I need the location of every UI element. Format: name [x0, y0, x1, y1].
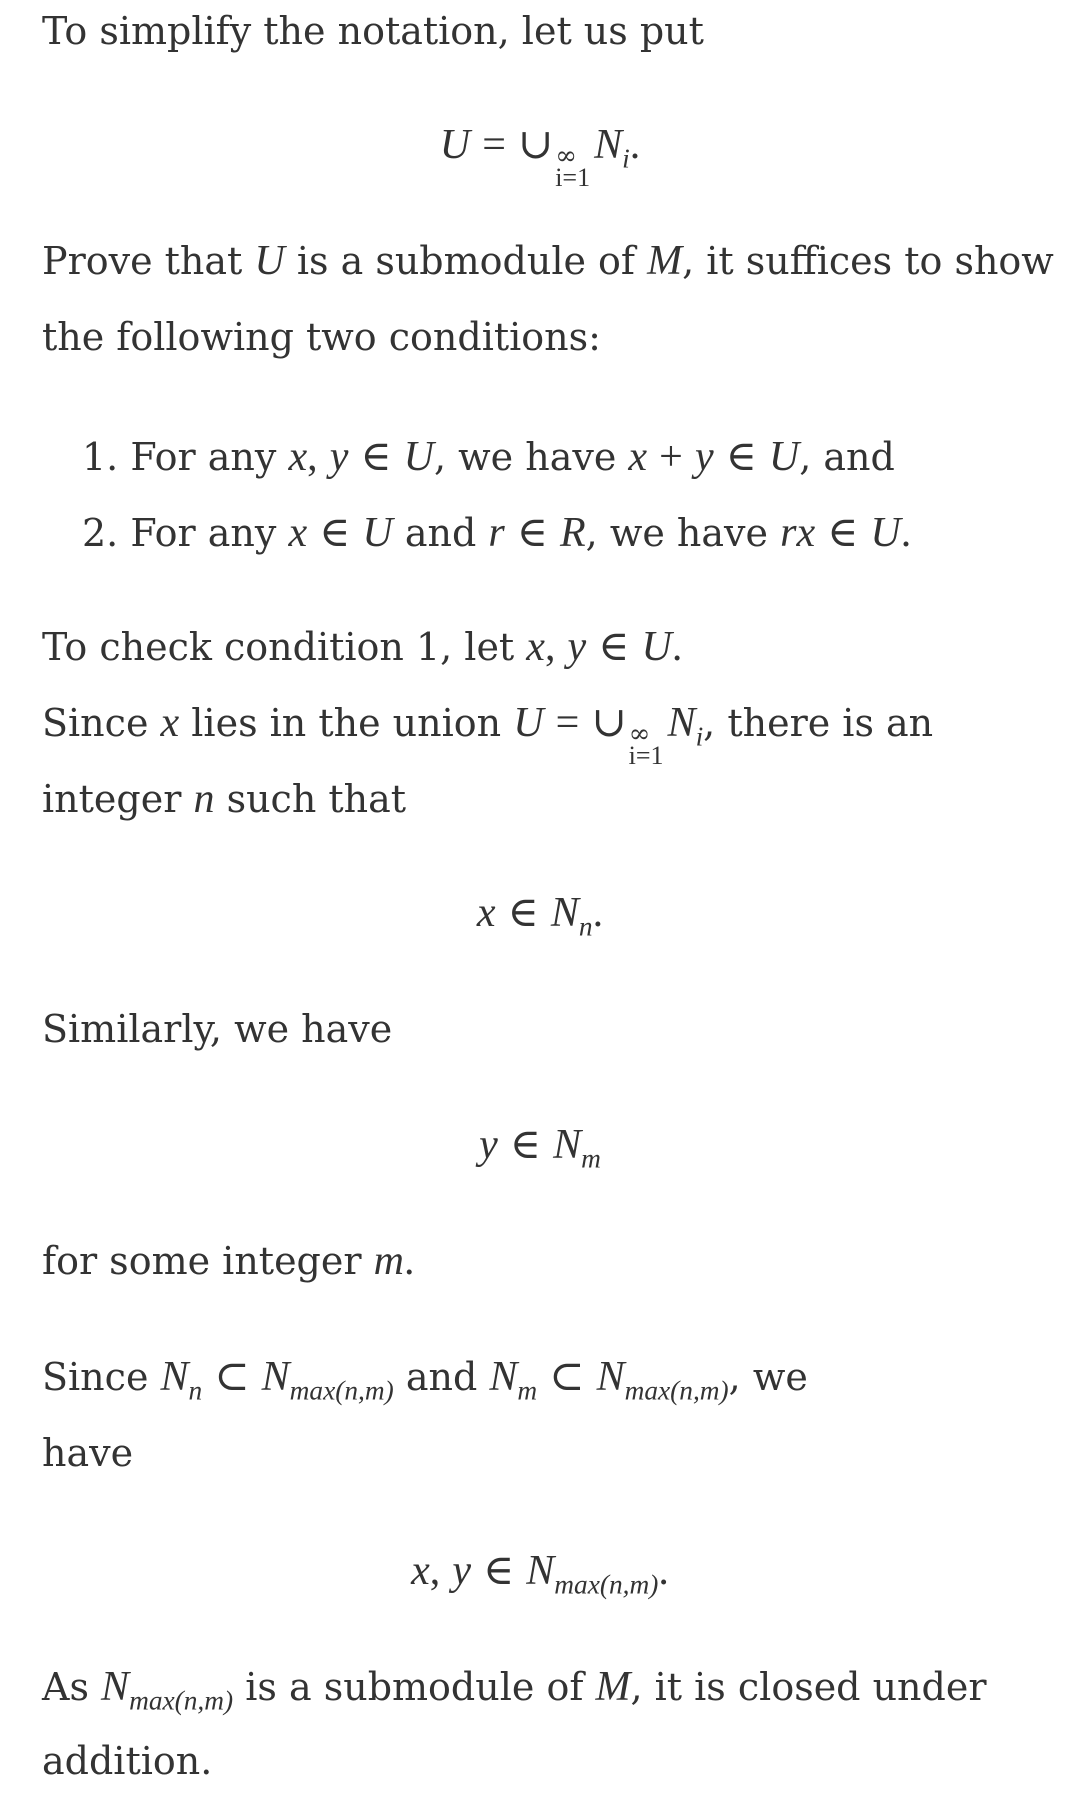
- math-x: x: [796, 510, 816, 556]
- text-is-submodule: is a submodule of: [296, 239, 635, 283]
- element-of-symbol: ∈: [360, 434, 392, 480]
- math-U: U: [439, 122, 471, 168]
- cond2-prefix: 2. For any: [82, 511, 277, 555]
- text-suffices: , it suffices to show: [682, 239, 1054, 283]
- math-y: y: [567, 624, 587, 670]
- cond1-and: , and: [799, 435, 895, 479]
- check-line: [42, 624, 682, 670]
- math-N: N: [550, 890, 579, 936]
- element-of-symbol: ∈: [598, 624, 630, 670]
- display-equation-x-in-Nn: [0, 890, 1080, 942]
- text-closed-under: , it is closed under: [630, 1665, 987, 1709]
- math-n: n: [193, 776, 215, 822]
- plus-symbol: +: [659, 434, 683, 480]
- cond2-we-have: , we have: [585, 511, 769, 555]
- union-symbol: ∪: [518, 122, 554, 168]
- math-x: x: [288, 434, 308, 480]
- text-prove-that: Prove that: [42, 239, 243, 283]
- math-x: x: [476, 890, 496, 936]
- since-line-2: [42, 776, 406, 822]
- subscript-max-nm: max(n,m): [289, 1375, 394, 1406]
- subscript-i: i: [695, 721, 704, 752]
- period: .: [671, 624, 683, 670]
- text-we: , we: [728, 1355, 808, 1399]
- text-to-check: To check condition 1, let: [42, 625, 515, 669]
- math-R: R: [560, 510, 586, 556]
- infinity-symbol: ∞: [555, 140, 577, 171]
- subset-symbol: ⊂: [549, 1354, 585, 1400]
- text-similarly: Similarly, we have: [42, 1007, 393, 1051]
- subscript-max-nm: max(n,m): [129, 1685, 234, 1716]
- period: .: [900, 510, 912, 556]
- since-line-subsets: [42, 1354, 808, 1406]
- math-r: r: [780, 510, 797, 556]
- subscript-m: m: [517, 1375, 538, 1406]
- have-line: [42, 1430, 133, 1476]
- math-M: M: [595, 1664, 631, 1710]
- math-N: N: [594, 122, 623, 168]
- subscript-max-nm: max(n,m): [554, 1569, 659, 1600]
- math-equals: =: [555, 700, 580, 746]
- math-N: N: [667, 700, 696, 746]
- display-equation-y-in-Nm: [0, 1122, 1080, 1174]
- text-lies-in-union: lies in the union: [191, 701, 502, 745]
- math-x: x: [160, 700, 180, 746]
- similarly-line: [42, 1006, 392, 1052]
- math-U: U: [768, 434, 800, 480]
- text-since: Since: [42, 701, 149, 745]
- comma: ,: [429, 1548, 441, 1594]
- math-U: U: [254, 238, 285, 284]
- math-m: m: [373, 1238, 404, 1284]
- prove-line-2: [42, 314, 601, 360]
- subscript-i: i: [622, 143, 630, 174]
- union-symbol: ∪: [591, 700, 627, 746]
- subscript-n: n: [578, 911, 593, 942]
- display-equation-xy-in-Nmax: [0, 1548, 1080, 1600]
- condition-2: [82, 510, 911, 556]
- intro-text: [42, 8, 704, 54]
- text-and: and: [405, 1355, 478, 1399]
- math-N: N: [526, 1548, 555, 1594]
- math-N: N: [261, 1354, 290, 1400]
- math-U: U: [870, 510, 901, 556]
- display-equation-union: [0, 122, 1080, 192]
- element-of-symbol: ∈: [483, 1548, 515, 1594]
- as-line-1: [42, 1664, 987, 1716]
- math-N: N: [596, 1354, 625, 1400]
- math-y: y: [479, 1122, 498, 1168]
- math-U: U: [641, 624, 672, 670]
- comma: ,: [544, 624, 556, 670]
- period: .: [592, 890, 604, 936]
- math-U: U: [513, 700, 544, 746]
- subscript-n: n: [188, 1375, 203, 1406]
- for-some-integer-line: [42, 1238, 414, 1284]
- text-for-some-integer: for some integer: [42, 1239, 362, 1283]
- math-equals: =: [482, 122, 506, 168]
- math-U: U: [362, 510, 393, 556]
- lower-limit: i=1: [555, 162, 591, 192]
- text-addition: addition.: [42, 1739, 213, 1783]
- period: .: [629, 122, 641, 168]
- period: .: [403, 1238, 415, 1284]
- prove-line-1: [42, 238, 1054, 284]
- cond2-and: and: [404, 511, 477, 555]
- element-of-symbol: ∈: [507, 890, 539, 936]
- period: .: [658, 1548, 669, 1594]
- infinity-symbol: ∞: [628, 718, 651, 749]
- math-x: x: [526, 624, 545, 670]
- element-of-symbol: ∈: [319, 510, 351, 556]
- text-is-submodule: is a submodule of: [245, 1665, 584, 1709]
- union-limits: [555, 140, 591, 192]
- subscript-max-nm: max(n,m): [624, 1375, 729, 1406]
- element-of-symbol: ∈: [509, 1122, 541, 1168]
- text-since: Since: [42, 1355, 149, 1399]
- math-x: x: [288, 510, 308, 556]
- intro-sentence: To simplify the notation, let us put: [42, 9, 704, 53]
- math-N: N: [553, 1122, 582, 1168]
- text-have: have: [42, 1431, 134, 1475]
- text-such-that: such that: [226, 777, 407, 821]
- math-U: U: [403, 434, 434, 480]
- math-y: y: [452, 1548, 471, 1594]
- element-of-symbol: ∈: [516, 510, 548, 556]
- cond1-we-have: , we have: [433, 435, 617, 479]
- math-N: N: [160, 1354, 189, 1400]
- text-following-conditions: the following two conditions:: [42, 315, 601, 359]
- math-N: N: [101, 1664, 130, 1710]
- comma: ,: [307, 434, 318, 480]
- element-of-symbol: ∈: [827, 510, 859, 556]
- math-x: x: [628, 434, 648, 480]
- math-N: N: [489, 1354, 518, 1400]
- since-line-1: [42, 700, 934, 770]
- cond1-prefix: 1. For any: [82, 435, 277, 479]
- subset-symbol: ⊂: [214, 1354, 250, 1400]
- math-M: M: [647, 238, 683, 284]
- union-limits: [628, 718, 664, 770]
- math-y: y: [694, 434, 714, 480]
- element-of-symbol: ∈: [725, 434, 757, 480]
- text-integer: integer: [42, 777, 182, 821]
- text-there-is-an: , there is an: [703, 701, 934, 745]
- text-as: As: [42, 1665, 89, 1709]
- condition-1: [82, 434, 895, 480]
- as-line-2: [42, 1738, 212, 1784]
- math-x: x: [411, 1548, 430, 1594]
- lower-limit: i=1: [628, 740, 664, 770]
- math-y: y: [329, 434, 349, 480]
- subscript-m: m: [581, 1143, 601, 1174]
- math-r: r: [488, 510, 505, 556]
